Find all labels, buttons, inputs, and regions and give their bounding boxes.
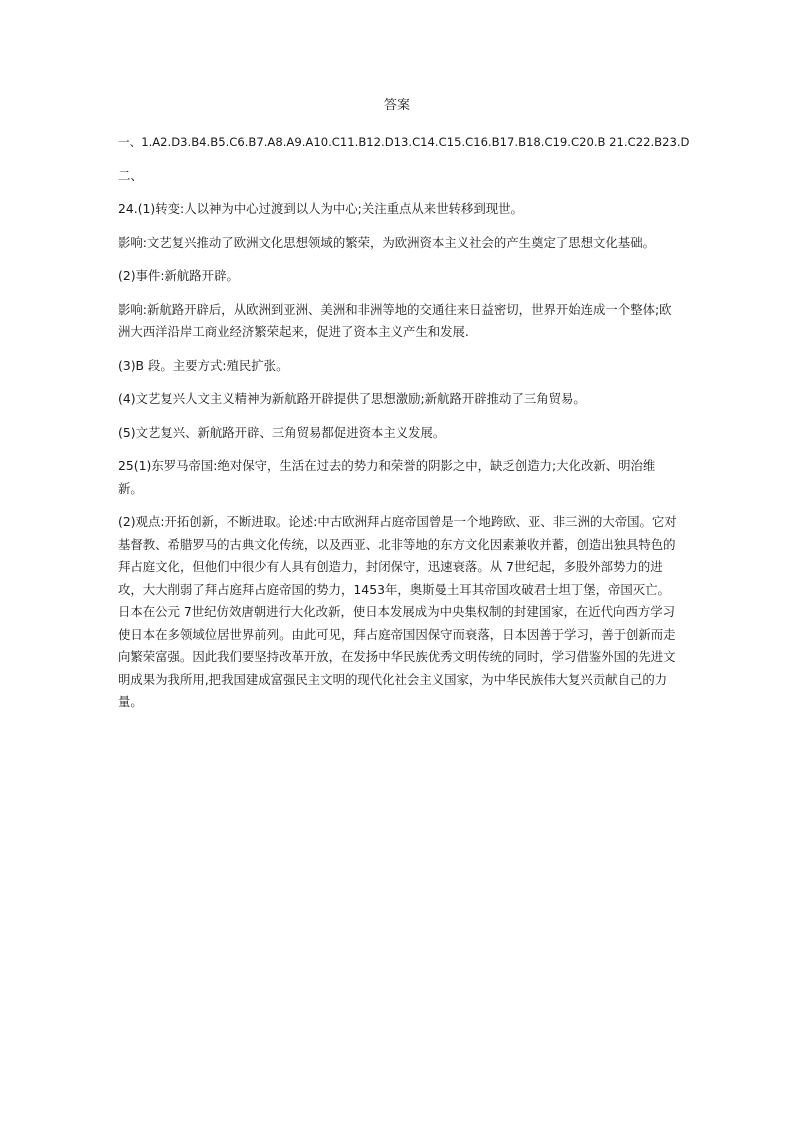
q24-part5: (5)文艺复兴、新航路开辟、三角贸易都促进资本主义发展。 xyxy=(118,424,446,440)
answer-content xyxy=(118,131,690,725)
q24-part2-impact: 影响:新航路开辟后，从欧洲到亚洲、美洲和非洲等地的交通往来日益密切，世界开始连成一个整体;欧洲大西洋沿岸工商业经济繁荣起来，促进了资本主义产生和发展. xyxy=(118,301,672,339)
q24-part4: (4)文艺复兴人文主义精神为新航路开辟提供了思想激励;新航路开辟推动了三角贸易。 xyxy=(118,391,586,406)
q25-part2: (2)观点:开拓创新，不断进取。论述:中古欧洲拜占庭帝国曾是一个地跨欧、亚、非三洲的大帝国。它对基督教、希腊罗马的古典文化传统，以及西亚、北非等地的东方文化因素兼收并蓄，创造出独具特色的拜占庭文化，但他们中很少有人具有创造力，封闭保守，迅速衰落。从 7世纪起，多股外部势力的进攻，大大削弱了拜占庭拜占庭帝国的势力，1453年，奥斯曼土耳其帝国攻破君士坦丁堡，帝国灭亡。日本在公元 7世纪仿效唐朝进行大化改新，使日本发展成为中央集权制的封建国家，在近代向西方学习使日本在多领域位居世界前列。由此可见，拜占庭帝国因保守而衰落，日本因善于学习，善于创新而走向繁荣富强。因此我们要坚持改革开放，在发扬中华民族优秀文明传统的同时，学习借鉴外国的先进文明成果为我所用,把我国建成富强民主文明的现代化社会主义国家，为中华民族伟大复兴贡献自己的力量。 xyxy=(118,514,677,709)
page-title: 答案 xyxy=(383,98,410,113)
q24-part3: (3)B 段。主要方式:殖民扩张。 xyxy=(118,357,289,373)
q24-part1-change: 24.(1)转变:人以神为中心过渡到以人为中心;关注重点从来世转移到现世。 xyxy=(118,201,523,216)
section-two-heading: 二、 xyxy=(118,167,143,183)
multiple-choice-answers: 一、1.A2.D3.B4.B5.C6.B7.A8.A9.A10.C11.B12.D13.C14.C15.C16.B17.B18.C19.C20.B 21.C22.B23.D xyxy=(118,135,690,149)
q24-part2-event: (2)事件:新航路开辟。 xyxy=(118,268,239,283)
q25-part1: 25(1)东罗马帝国:绝对保守，生活在过去的势力和荣誉的阴影之中，缺乏创造力;大化改新、明治维新。 xyxy=(118,458,656,496)
q24-part1-impact: 影响:文艺复兴推动了欧洲文化思想领域的繁荣，为欧洲资本主义社会的产生奠定了思想文化基础。 xyxy=(118,234,655,250)
